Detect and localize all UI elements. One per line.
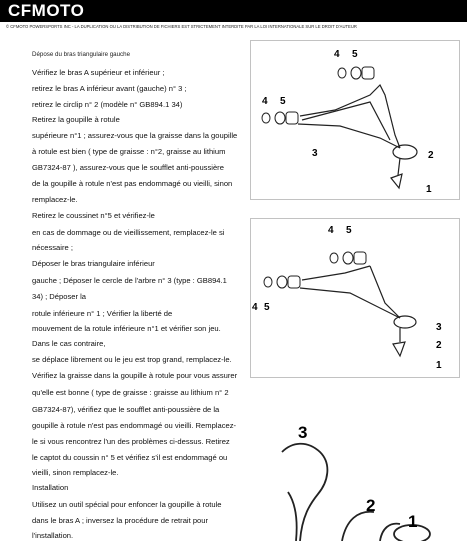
- callout-5: 5: [264, 302, 270, 313]
- callout-5: 5: [346, 225, 352, 236]
- text-line: GB7324-87), vérifiez que le soufflet anti-poussière de la: [32, 405, 220, 414]
- text-line: se déplace librement ou le jeu est trop grand, remplacez-le.: [32, 355, 232, 364]
- callout-2: 2: [436, 340, 442, 351]
- text-line: Retirez la goupille à rotule: [32, 115, 120, 124]
- text-line: goupille à rotule n'est pas endommagé ou vieilli. Remplacez-: [32, 421, 237, 430]
- text-line: Vérifiez le bras A supérieur et inférieur ;: [32, 68, 165, 77]
- text-line: Utilisez un outil spécial pour enfoncer la goupille à rotule: [32, 500, 222, 509]
- text-line: retirez le circlip n° 2 (modèle n° GB894.1 34): [32, 100, 183, 109]
- text-line: de la goupille à rotule n'est pas endommagé ou vieilli, sinon: [32, 179, 233, 188]
- text-line: supérieure n°1 ; assurez-vous que la graisse dans la goupille: [32, 131, 238, 140]
- text-line: Vérifiez la graisse dans la goupille à rotule pour vous assurer: [32, 371, 238, 380]
- copyright-notice: © CFMOTO POWERSPORTS INC - LA DUPLICATION OU LA DISTRIBUTION DE FICHIERS EST STRICTEMENT INTERDITE PAR LA LOI INTERNATIONALE SUR LE DROIT D'AUTEUR: [6, 24, 357, 29]
- text-line: GB7324-87 ), assurez-vous que le soufflet anti-poussière: [32, 163, 224, 172]
- text-line: gauche ; Déposer le cercle de l'arbre n° 3 (type : GB894.1: [32, 276, 227, 285]
- text-line: Dans le cas contraire,: [32, 339, 106, 348]
- text-line: à rotule est bien ( type de graisse : n°2, graisse au lithium: [32, 147, 226, 156]
- figure-upper-a-arm: [250, 40, 460, 205]
- callout-1: 1: [408, 512, 418, 531]
- text-line: le captot du coussin n° 5 et vérifiez s'il est endommagé ou: [32, 453, 228, 462]
- callout-2: 2: [428, 150, 434, 161]
- header-bar: [0, 0, 467, 22]
- callout-3: 3: [298, 423, 308, 442]
- brand-logo: CFMOTO: [8, 1, 85, 20]
- figure-knuckle: [262, 412, 467, 546]
- text-line: vieilli, sinon remplacez-le.: [32, 468, 119, 477]
- text-line: Installation: [32, 483, 69, 492]
- callout-4: 4: [262, 96, 268, 107]
- text-line: en cas de dommage ou de vieillissement, remplacez-le si: [32, 228, 225, 237]
- text-line: qu'elle est bonne ( type de graisse : graisse au lithium n° 2: [32, 388, 229, 397]
- text-line: nécessaire ;: [32, 243, 73, 252]
- figure-lower-a-arm: [250, 218, 460, 383]
- text-line: remplacez-le.: [32, 195, 78, 204]
- section-title: Dépose du bras triangulaire gauche: [32, 51, 131, 58]
- callout-5: 5: [352, 49, 358, 60]
- text-line: mouvement de la rotule inférieure n°1 et vérifier son jeu.: [32, 324, 221, 333]
- callout-3: 3: [436, 322, 442, 333]
- callout-1: 1: [426, 184, 432, 195]
- callout-4: 4: [328, 225, 334, 236]
- callout-2: 2: [366, 496, 376, 515]
- text-line: Déposer le bras triangulaire inférieur: [32, 259, 155, 268]
- callout-4: 4: [334, 49, 340, 60]
- callout-1: 1: [436, 360, 442, 371]
- text-line: retirez le bras A inférieur avant (gauche) n° 3 ;: [32, 84, 187, 93]
- text-line: le si vous rencontrez l'un des problèmes ci-dessus. Retirez: [32, 437, 230, 446]
- callout-5: 5: [280, 96, 286, 107]
- callout-4: 4: [252, 302, 258, 313]
- text-line: Retirez le coussinet n°5 et vérifiez-le: [32, 211, 155, 220]
- text-line: l'installation.: [32, 531, 74, 540]
- text-line: rotule inférieure n° 1 ; Vérifier la liberté de: [32, 309, 173, 318]
- text-line: 34) ; Déposer la: [32, 292, 87, 301]
- callout-3: 3: [312, 148, 318, 159]
- text-line: dans le bras A ; inversez la procédure de retrait pour: [32, 516, 209, 525]
